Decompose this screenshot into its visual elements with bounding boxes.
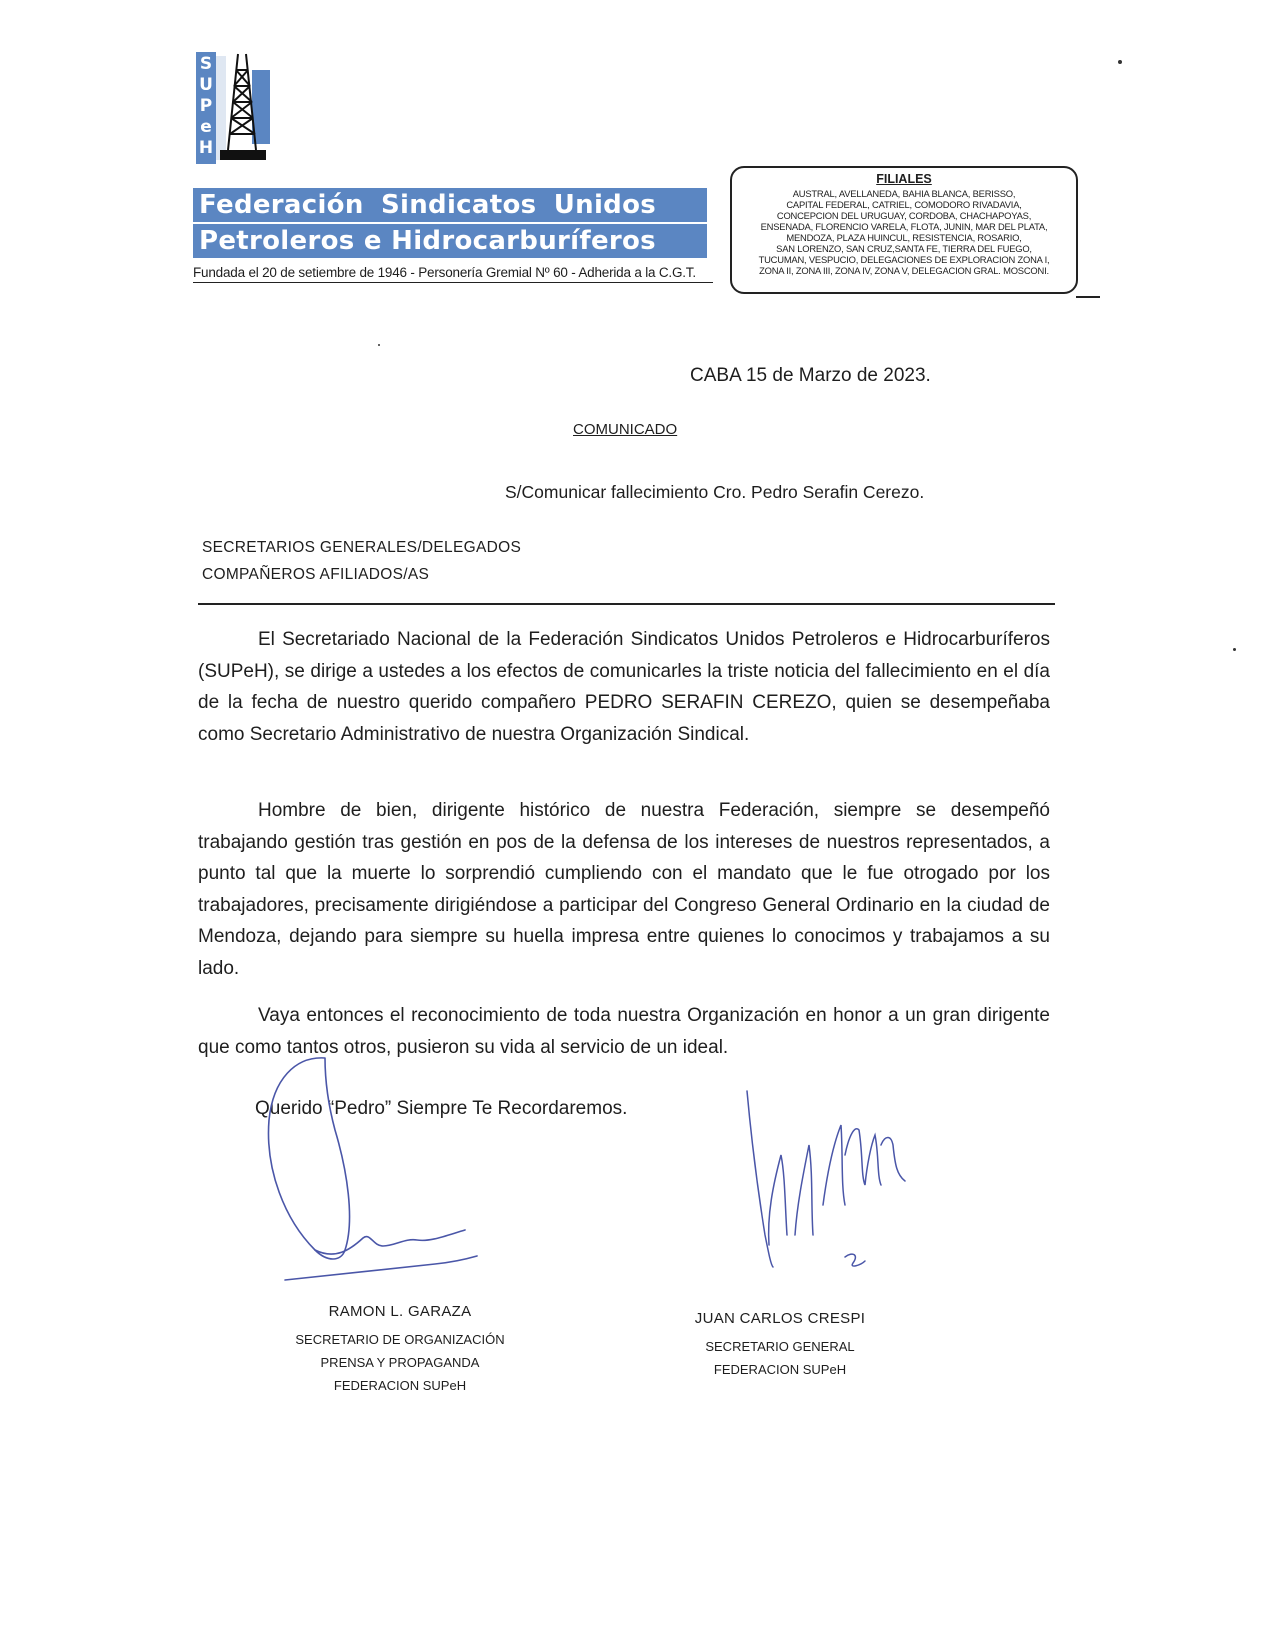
signature-garaza xyxy=(255,1050,495,1300)
logo-letter-p: P xyxy=(199,96,213,116)
foundation-info: Fundada el 20 de setiembre de 1946 - Personería Gremial Nº 60 - Adherida a la C.G.T. xyxy=(193,265,713,283)
signatory-name: RAMON L. GARAZA xyxy=(328,1303,472,1320)
body-paragraph: El Secretariado Nacional de la Federación Sindicatos Unidos Petroleros e Hidrocarburíferos (SUPeH), se dirige a ustedes a los efectos de comunicarles la triste noticia del fallecimiento en el día de la fecha de nuestro querido compañero PEDRO SERAFIN CEREZO, quien se desempeñaba como Secretario Administrativo de nuestra Organización Sindical. xyxy=(198,629,1050,745)
signatory-roles xyxy=(665,1335,895,1381)
signatory-roles xyxy=(255,1328,545,1397)
filiales-line: MENDOZA, PLAZA HUINCUL, RESISTENCIA, ROSARIO, xyxy=(786,232,1022,243)
scan-speck xyxy=(1233,648,1236,651)
filiales-box xyxy=(730,166,1078,294)
letter-recipients xyxy=(202,534,521,588)
logo-letter-e: e xyxy=(200,117,212,137)
letter-heading: COMUNICADO xyxy=(573,421,678,438)
federation-name-line2: Petroleros e Hidrocarburíferos xyxy=(193,224,707,258)
logo-letter-s: S xyxy=(199,54,213,74)
body-paragraph: Vaya entonces el reconocimiento de toda nuestra Organización en honor a un gran dirigente que como tantos otros, pusieron su vida al servicio de un ideal. xyxy=(198,1005,1050,1058)
signatory-name: JUAN CARLOS CRESPI xyxy=(694,1310,866,1327)
signatory-role: FEDERACION SUPeH xyxy=(333,1378,467,1393)
federation-name-line1: Federación Sindicatos Unidos xyxy=(193,188,707,222)
divider xyxy=(198,603,1055,605)
logo-letter-u: U xyxy=(199,75,213,95)
scan-speck xyxy=(378,344,380,346)
filiales-line: ZONA II, ZONA III, ZONA IV, ZONA V, DELEGACION GRAL. MOSCONI. xyxy=(759,265,1049,276)
filiales-line: SAN LORENZO, SAN CRUZ,SANTA FE, TIERRA DEL FUEGO, xyxy=(776,243,1032,254)
signatory-role: PRENSA Y PROPAGANDA xyxy=(320,1355,480,1370)
filiales-line: AUSTRAL, AVELLANEDA, BAHIA BLANCA, BERISSO, xyxy=(792,188,1016,199)
filiales-title: FILIALES xyxy=(876,172,932,186)
filiales-line: ENSENADA, FLORENCIO VARELA, FLOTA, JUNIN, MAR DEL PLATA, xyxy=(760,221,1048,232)
filiales-line: CAPITAL FEDERAL, CATRIEL, COMODORO RIVADAVIA, xyxy=(786,199,1022,210)
body-paragraph: Hombre de bien, dirigente histórico de nuestra Federación, siempre se desempeñó trabajando gestión tras gestión en pos de la defensa de los intereses de nuestros representados, a punto tal que la muerte lo sorprendió cumpliendo con el mandato que le fue otrogado por los trabajadores, precisamente dirigiéndose a participar del Congreso General Ordinario en la ciudad de Mendoza, dejando para siempre su huella impresa entre quienes lo conocimos y trabajamos a su lado. xyxy=(198,800,1050,979)
recipient-line: SECRETARIOS GENERALES/DELEGADOS xyxy=(202,539,522,556)
signatory-role: FEDERACION SUPeH xyxy=(713,1362,847,1377)
logo-letter-h: H xyxy=(198,138,214,158)
divider xyxy=(1076,296,1100,298)
signature-crespi xyxy=(745,1085,925,1275)
filiales-line: TUCUMAN, VESPUCIO, DELEGACIONES DE EXPLORACION ZONA I, xyxy=(758,254,1050,265)
signatory-role: SECRETARIO GENERAL xyxy=(705,1339,855,1354)
supeh-logo xyxy=(196,52,270,164)
scan-speck xyxy=(1118,60,1122,64)
filiales-line: CONCEPCION DEL URUGUAY, CORDOBA, CHACHAPOYAS, xyxy=(776,210,1032,221)
closing-line: Querido “Pedro” Siempre Te Recordaremos. xyxy=(255,1098,628,1119)
letter-subject: S/Comunicar fallecimiento Cro. Pedro Serafin Cerezo. xyxy=(505,482,925,502)
letter-date: CABA 15 de Marzo de 2023. xyxy=(690,365,931,386)
recipient-line: COMPAÑEROS AFILIADOS/AS xyxy=(202,566,430,583)
signatory-role: SECRETARIO DE ORGANIZACIÓN xyxy=(295,1332,505,1347)
